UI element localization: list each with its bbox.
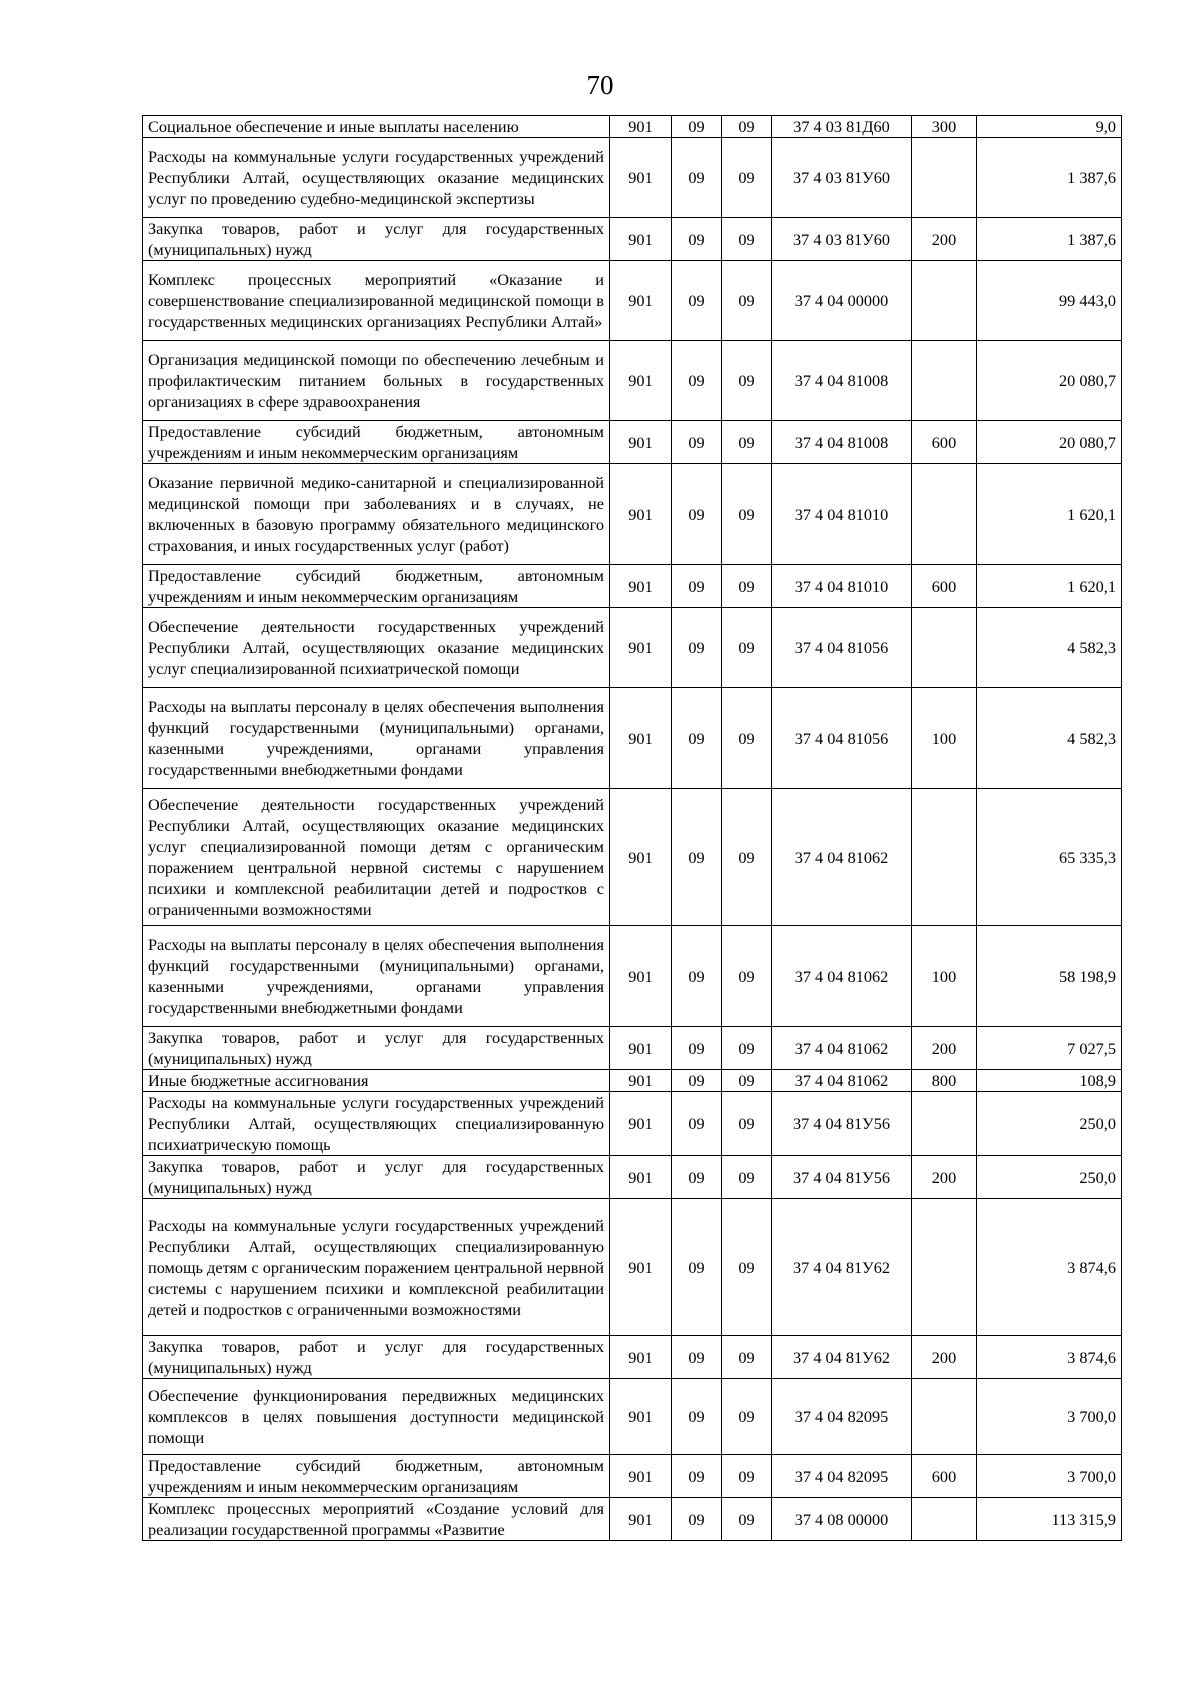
row-type-cell [912,608,977,688]
row-amount-cell: 1 387,6 [977,138,1122,218]
row-subsection-cell: 09 [722,1199,772,1336]
row-type-cell: 600 [912,421,977,464]
row-type-cell: 600 [912,565,977,608]
table-row [143,1336,1122,1379]
row-type-cell [912,138,977,218]
row-amount-cell: 1 620,1 [977,464,1122,565]
row-subsection-cell: 09 [722,789,772,926]
row-type-cell: 200 [912,1027,977,1070]
table-row [143,1027,1122,1070]
row-amount-cell: 108,9 [977,1070,1122,1092]
row-target-cell: 37 4 04 81062 [772,1027,912,1070]
row-section-cell: 09 [672,116,722,138]
row-name-cell: Комплекс процессных мероприятий «Создание условий для реализации государственной программы «Развитие [143,1498,610,1541]
row-name-cell: Закупка товаров, работ и услуг для государственных (муниципальных) нужд [143,1027,610,1070]
row-name-cell: Организация медицинской помощи по обеспечению лечебным и профилактическим питанием больных в государственных организациях в сфере здравоохранения [143,341,610,421]
row-subsection-cell: 09 [722,926,772,1027]
table-row [143,1379,1122,1455]
table-row [143,1455,1122,1498]
row-amount-cell: 1 387,6 [977,218,1122,261]
row-name-cell: Обеспечение деятельности государственных учреждений Республики Алтай, осуществляющих оказание медицинских услуг специализированной психиатрической помощи [143,608,610,688]
row-section-cell: 09 [672,1027,722,1070]
row-name-cell: Расходы на коммунальные услуги государственных учреждений Республики Алтай, осуществляющих специализированную помощь детям с органическим поражением центральной нервной системы с нарушением психики и комплексной реабилитации детей и подростков с ограниченными возможностями [143,1199,610,1336]
row-target-cell: 37 4 04 81062 [772,1070,912,1092]
row-amount-cell: 3 874,6 [977,1336,1122,1379]
row-section-cell: 09 [672,1092,722,1156]
row-target-cell: 37 4 04 81062 [772,789,912,926]
table-row [143,1070,1122,1092]
row-section-cell: 09 [672,1156,722,1199]
row-target-cell: 37 4 04 81010 [772,565,912,608]
row-amount-cell: 3 700,0 [977,1379,1122,1455]
row-admin-cell: 901 [610,789,672,926]
row-subsection-cell: 09 [722,1379,772,1455]
table-row [143,464,1122,565]
row-subsection-cell: 09 [722,1070,772,1092]
row-target-cell: 37 4 04 81056 [772,608,912,688]
row-type-cell: 300 [912,116,977,138]
table-row [143,341,1122,421]
table-row [143,1498,1122,1541]
row-amount-cell: 3 874,6 [977,1199,1122,1336]
row-name-cell: Обеспечение функционирования передвижных медицинских комплексов в целях повышения доступности медицинской помощи [143,1379,610,1455]
row-admin-cell: 901 [610,926,672,1027]
row-subsection-cell: 09 [722,1455,772,1498]
row-admin-cell: 901 [610,608,672,688]
table-row [143,565,1122,608]
row-target-cell: 37 4 04 81008 [772,421,912,464]
row-target-cell: 37 4 04 81062 [772,926,912,1027]
row-subsection-cell: 09 [722,421,772,464]
row-type-cell: 600 [912,1455,977,1498]
row-subsection-cell: 09 [722,608,772,688]
row-amount-cell: 1 620,1 [977,565,1122,608]
row-section-cell: 09 [672,1498,722,1541]
row-section-cell: 09 [672,1379,722,1455]
row-name-cell: Обеспечение деятельности государственных учреждений Республики Алтай, осуществляющих оказание медицинских услуг специализированной помощи детям с органическим поражением центральной нервной системы с нарушением психики и комплексной реабилитации детей и подростков с ограниченными возможностями [143,789,610,926]
row-amount-cell: 20 080,7 [977,341,1122,421]
row-target-cell: 37 4 04 81056 [772,688,912,789]
row-amount-cell: 58 198,9 [977,926,1122,1027]
row-type-cell [912,1498,977,1541]
row-amount-cell: 113 315,9 [977,1498,1122,1541]
row-section-cell: 09 [672,464,722,565]
row-amount-cell: 7 027,5 [977,1027,1122,1070]
row-type-cell: 100 [912,688,977,789]
row-section-cell: 09 [672,421,722,464]
row-admin-cell: 901 [610,138,672,218]
row-type-cell: 200 [912,1336,977,1379]
row-section-cell: 09 [672,1455,722,1498]
row-section-cell: 09 [672,218,722,261]
row-target-cell: 37 4 04 82095 [772,1455,912,1498]
row-subsection-cell: 09 [722,1498,772,1541]
row-amount-cell: 4 582,3 [977,608,1122,688]
row-admin-cell: 901 [610,1070,672,1092]
row-admin-cell: 901 [610,1199,672,1336]
row-name-cell: Расходы на выплаты персоналу в целях обеспечения выполнения функций государственными (муниципальными) органами, казенными учреждениями, органами управления государственными внебюджетными фондами [143,688,610,789]
row-subsection-cell: 09 [722,1092,772,1156]
row-admin-cell: 901 [610,218,672,261]
row-admin-cell: 901 [610,1027,672,1070]
row-subsection-cell: 09 [722,341,772,421]
row-name-cell: Закупка товаров, работ и услуг для государственных (муниципальных) нужд [143,1336,610,1379]
row-amount-cell: 4 582,3 [977,688,1122,789]
table-body [143,116,1122,1541]
row-amount-cell: 9,0 [977,116,1122,138]
row-target-cell: 37 4 04 81У62 [772,1336,912,1379]
row-section-cell: 09 [672,789,722,926]
row-section-cell: 09 [672,688,722,789]
row-name-cell: Социальное обеспечение и иные выплаты населению [143,116,610,138]
row-subsection-cell: 09 [722,218,772,261]
row-admin-cell: 901 [610,116,672,138]
row-amount-cell: 99 443,0 [977,261,1122,341]
table-row [143,421,1122,464]
row-amount-cell: 65 335,3 [977,789,1122,926]
row-target-cell: 37 4 04 00000 [772,261,912,341]
row-subsection-cell: 09 [722,1336,772,1379]
table-row [143,218,1122,261]
row-type-cell [912,1092,977,1156]
row-subsection-cell: 09 [722,565,772,608]
row-type-cell: 100 [912,926,977,1027]
row-admin-cell: 901 [610,1092,672,1156]
row-name-cell: Комплекс процессных мероприятий «Оказание и совершенствование специализированной медицинской помощи в государственных медицинских организациях Республики Алтай» [143,261,610,341]
row-section-cell: 09 [672,138,722,218]
row-target-cell: 37 4 04 82095 [772,1379,912,1455]
row-type-cell: 800 [912,1070,977,1092]
row-name-cell: Оказание первичной медико-санитарной и специализированной медицинской помощи при заболеваниях и в случаях, не включенных в базовую программу обязательного медицинского страхования, и иных государственных услуг (работ) [143,464,610,565]
row-target-cell: 37 4 04 81У56 [772,1092,912,1156]
row-amount-cell: 20 080,7 [977,421,1122,464]
table-row [143,1092,1122,1156]
row-subsection-cell: 09 [722,261,772,341]
table-row [143,1156,1122,1199]
row-section-cell: 09 [672,341,722,421]
row-name-cell: Расходы на коммунальные услуги государственных учреждений Республики Алтай, осуществляющих специализированную психиатрическую помощь [143,1092,610,1156]
row-type-cell: 200 [912,1156,977,1199]
row-type-cell [912,1199,977,1336]
row-amount-cell: 250,0 [977,1092,1122,1156]
row-subsection-cell: 09 [722,138,772,218]
row-admin-cell: 901 [610,1156,672,1199]
row-target-cell: 37 4 03 81У60 [772,218,912,261]
row-amount-cell: 3 700,0 [977,1455,1122,1498]
row-admin-cell: 901 [610,1455,672,1498]
table-row [143,138,1122,218]
row-target-cell: 37 4 04 81У62 [772,1199,912,1336]
row-admin-cell: 901 [610,1336,672,1379]
table-row [143,116,1122,138]
row-name-cell: Расходы на выплаты персоналу в целях обеспечения выполнения функций государственными (муниципальными) органами, казенными учреждениями, органами управления государственными внебюджетными фондами [143,926,610,1027]
table-row [143,1199,1122,1336]
row-name-cell: Предоставление субсидий бюджетным, автономным учреждениям и иным некоммерческим организациям [143,421,610,464]
row-subsection-cell: 09 [722,116,772,138]
table-row [143,608,1122,688]
row-target-cell: 37 4 08 00000 [772,1498,912,1541]
row-target-cell: 37 4 03 81У60 [772,138,912,218]
row-type-cell: 200 [912,218,977,261]
row-admin-cell: 901 [610,1379,672,1455]
page-number: 70 [586,70,614,100]
row-admin-cell: 901 [610,261,672,341]
row-amount-cell: 250,0 [977,1156,1122,1199]
row-admin-cell: 901 [610,688,672,789]
row-target-cell: 37 4 04 81У56 [772,1156,912,1199]
row-admin-cell: 901 [610,1498,672,1541]
row-target-cell: 37 4 04 81008 [772,341,912,421]
row-name-cell: Предоставление субсидий бюджетным, автономным учреждениям и иным некоммерческим организациям [143,565,610,608]
row-name-cell: Закупка товаров, работ и услуг для государственных (муниципальных) нужд [143,1156,610,1199]
row-admin-cell: 901 [610,565,672,608]
row-admin-cell: 901 [610,341,672,421]
row-section-cell: 09 [672,926,722,1027]
row-subsection-cell: 09 [722,1027,772,1070]
row-type-cell [912,261,977,341]
row-type-cell [912,341,977,421]
row-section-cell: 09 [672,608,722,688]
row-admin-cell: 901 [610,464,672,565]
row-name-cell: Предоставление субсидий бюджетным, автономным учреждениям и иным некоммерческим организациям [143,1455,610,1498]
budget-table [142,115,1122,1541]
row-target-cell: 37 4 03 81Д60 [772,116,912,138]
row-section-cell: 09 [672,261,722,341]
row-subsection-cell: 09 [722,688,772,789]
row-name-cell: Расходы на коммунальные услуги государственных учреждений Республики Алтай, осуществляющих оказание медицинских услуг по проведению судебно-медицинской экспертизы [143,138,610,218]
row-section-cell: 09 [672,565,722,608]
row-type-cell [912,1379,977,1455]
table-row [143,688,1122,789]
row-admin-cell: 901 [610,421,672,464]
row-section-cell: 09 [672,1336,722,1379]
row-type-cell [912,789,977,926]
row-name-cell: Иные бюджетные ассигнования [143,1070,610,1092]
row-name-cell: Закупка товаров, работ и услуг для государственных (муниципальных) нужд [143,218,610,261]
row-target-cell: 37 4 04 81010 [772,464,912,565]
table-row [143,926,1122,1027]
row-type-cell [912,464,977,565]
row-section-cell: 09 [672,1070,722,1092]
table-row [143,789,1122,926]
row-section-cell: 09 [672,1199,722,1336]
row-subsection-cell: 09 [722,464,772,565]
table-row [143,261,1122,341]
row-subsection-cell: 09 [722,1156,772,1199]
